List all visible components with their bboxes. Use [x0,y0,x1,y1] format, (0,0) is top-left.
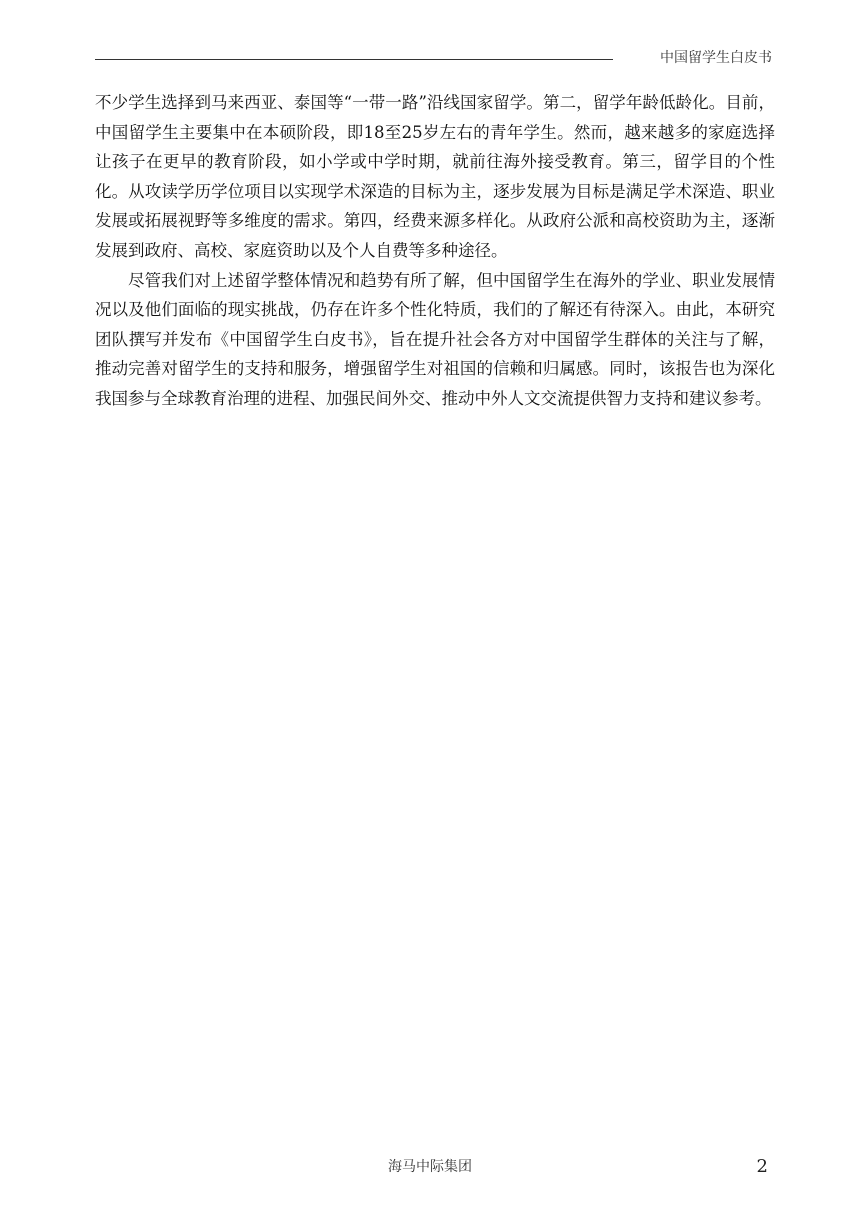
paragraph-continued: 不少学生选择到马来西亚、泰国等“一带一路”沿线国家留学。第二，留学年龄低龄化。目前，中国留学生主要集中在本硕阶段，即18至25岁左右的青年学生。然而，越来越多的家庭选择让孩子在更早的教育阶段，如小学或中学时期，就前往海外接受教育。第三，留学目的个性化。从攻读学历学位项目以实现学术深造的目标为主，逐步发展为目标是满足学术深造、职业发展或拓展视野等多维度的需求。第四，经费来源多样化。从政府公派和高校资助为主，逐渐发展到政府、高校、家庭资助以及个人自费等多种途径。 [95,93,775,260]
body-text [95,88,775,414]
running-header-title: 中国留学生白皮书 [660,50,772,66]
page-number: 2 [756,1156,768,1177]
header-rule [95,59,613,60]
paragraph: 尽管我们对上述留学整体情况和趋势有所了解，但中国留学生在海外的学业、职业发展情况以及他们面临的现实挑战，仍存在许多个性化特质，我们的了解还有待深入。由此，本研究团队撰写并发布《中国留学生白皮书》，旨在提升社会各方对中国留学生群体的关注与了解，推动完善对留学生的支持和服务，增强留学生对祖国的信赖和归属感。同时，该报告也为深化我国参与全球教育治理的进程、加强民间外交、推动中外人文交流提供智力支持和建议参考。 [95,270,775,408]
footer-organization: 海马中际集团 [388,1159,472,1175]
